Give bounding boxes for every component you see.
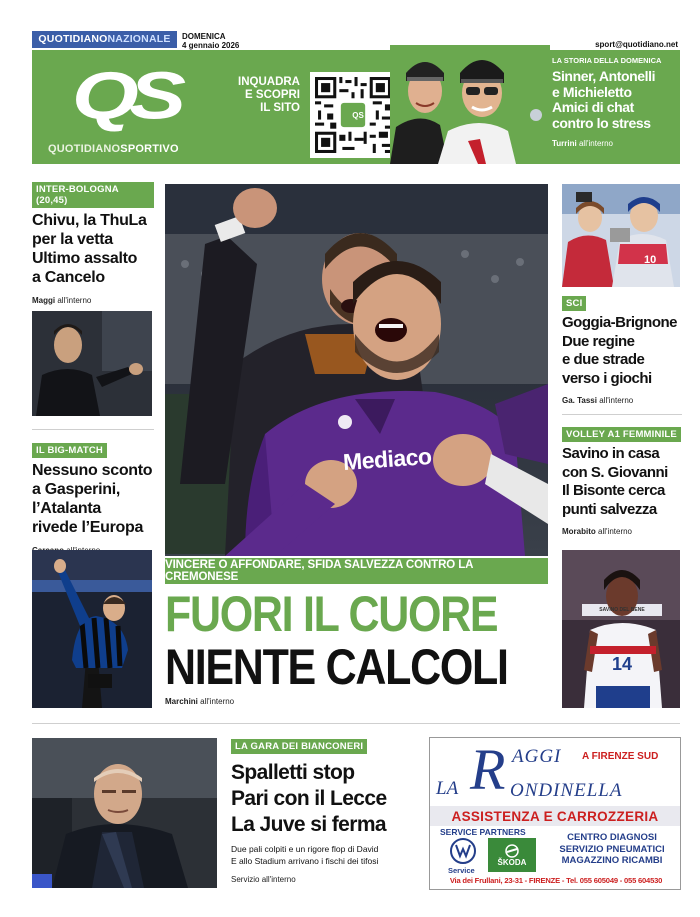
bottom-story — [231, 736, 426, 884]
bottom-tag: LA GARA DEI BIANCONERI — [231, 739, 367, 754]
right-divider — [562, 414, 682, 415]
right-a-byline — [562, 396, 682, 405]
brand-strip-a: QUOTIDIANO — [38, 33, 108, 45]
bottom-subhead — [231, 843, 426, 867]
left-a-byline — [32, 296, 154, 305]
ad-logo-r: R — [470, 737, 506, 802]
contact-email[interactable]: sport@quotidiano.net — [595, 40, 678, 49]
bottom-divider — [32, 723, 680, 724]
jersey-sponsor: Mediaco — [342, 442, 433, 476]
story-headline-line: Amici di chat — [552, 99, 634, 115]
main-inside: all'interno — [200, 697, 235, 706]
ad-service-line: SERVIZIO PNEUMATICI — [559, 843, 665, 855]
story-inside: all'interno — [578, 139, 613, 148]
skoda-logo — [488, 838, 536, 872]
main-kicker — [165, 558, 548, 584]
volley-photo — [562, 550, 680, 708]
right-b-headline[interactable] — [562, 445, 682, 519]
right-b-inside: all'interno — [598, 527, 633, 536]
skoda-label: ŠKODA — [497, 857, 527, 867]
ad-logo-firenze: A FIRENZE SUD — [582, 751, 659, 762]
qr-center-label: QS — [352, 111, 364, 120]
left-column — [32, 182, 154, 555]
brand-strip — [32, 31, 177, 48]
story-block[interactable] — [552, 56, 680, 148]
ad-services — [548, 832, 676, 867]
ad-logo-la: LA — [436, 778, 459, 799]
main-headline-2[interactable]: NIENTE CALCOLI — [165, 639, 508, 695]
left-a-tag: INTER-BOLOGNA (20,45) — [32, 182, 154, 208]
right-a-block — [562, 293, 682, 536]
story-headline-line: Sinner, Antonelli — [552, 68, 656, 84]
ad-logo-rondinella: ONDINELLA — [510, 780, 623, 801]
issue-full-date: 4 gennaio 2026 — [182, 41, 240, 50]
qr-code[interactable] — [310, 72, 396, 158]
right-a-author: Ga. Tassi — [562, 396, 597, 405]
left-a-author: Maggi — [32, 296, 56, 305]
vw-logo-icon — [450, 838, 476, 864]
bottom-subhead-line: E allo Stadium arrivano i fischi dei tifosi — [231, 856, 379, 866]
main-author: Marchini — [165, 697, 198, 706]
right-b-line: con S. Giovanni — [562, 463, 668, 481]
brand-sportivo — [48, 143, 179, 155]
story-byline — [552, 139, 680, 148]
right-a-tag: SCI — [562, 296, 586, 311]
left-a-headline[interactable] — [32, 211, 154, 287]
main-photo — [165, 184, 548, 556]
brand-strip-b: NAZIONALE — [107, 33, 171, 45]
right-a-headline[interactable] — [562, 314, 682, 388]
story-headline — [552, 69, 680, 131]
ad-service-line: CENTRO DIAGNOSI — [567, 832, 657, 843]
ad-address: Via dei Frullani, 23-31 - FIRENZE - Tel. 055 605049 - 055 604530 — [449, 876, 663, 885]
main-byline — [165, 697, 234, 706]
story-headline-line: e Michieletto — [552, 83, 632, 100]
bottom-headline-line: Spalletti stop — [231, 761, 355, 784]
right-a-line: Goggia-Brignone — [562, 314, 677, 331]
right-b-line: Il Bisonte cerca — [562, 482, 665, 499]
bottom-subhead-line: Due pali colpiti e un rigore flop di David — [231, 844, 379, 854]
ski-bib-number: 10 — [644, 254, 657, 266]
right-a-line: e due strade — [562, 351, 645, 368]
left-b-line: rivede l’Europa — [32, 519, 144, 536]
right-a-line: Due regine — [562, 332, 635, 350]
story-headline-line: contro lo stress — [552, 114, 651, 131]
qr-prompt — [222, 76, 300, 115]
atalanta-photo — [32, 550, 152, 708]
bottom-author: Servizio — [231, 875, 260, 884]
left-b-tag: IL BIG-MATCH — [32, 443, 107, 458]
ad-logo-raggi: AGGI — [512, 746, 562, 767]
volley-shirt-number: 14 — [612, 654, 633, 674]
qr-prompt-line: INQUADRA — [238, 76, 300, 88]
brand-sportivo-a: QUOTIDIANO — [48, 143, 121, 155]
qs-logo — [44, 56, 204, 136]
bottom-headline[interactable] — [231, 760, 426, 838]
spalletti-photo — [32, 738, 217, 888]
volley-banner: SAVINO DEL BENE — [599, 607, 645, 613]
main-headline-1[interactable]: FUORI IL CUORE — [165, 586, 498, 642]
bottom-headline-line: Pari con il Lecce — [231, 787, 387, 810]
ski-photo — [562, 184, 680, 287]
masthead — [32, 50, 680, 164]
story-author: Turrini — [552, 139, 577, 148]
vw-service-label: Service — [448, 866, 475, 875]
left-b-line: l’Atalanta — [32, 500, 102, 517]
right-b-line: Savino in casa — [562, 445, 660, 462]
issue-day: DOMENICA — [182, 32, 226, 41]
bottom-headline-line: La Juve si ferma — [231, 813, 386, 836]
left-b-line: Nessuno sconto — [32, 462, 153, 479]
story-tag: LA STORIA DELLA DOMENICA — [552, 56, 662, 65]
story-photo — [390, 45, 550, 164]
skoda-arrow-icon — [503, 844, 521, 858]
left-b-headline[interactable] — [32, 461, 154, 537]
right-b-line: punti salvezza — [562, 500, 657, 518]
qs-logo-text: QS — [71, 58, 177, 134]
bottom-inside: all'interno — [261, 875, 296, 884]
right-a-inside: all'interno — [599, 396, 634, 405]
left-divider — [32, 429, 154, 430]
ad-partners: SERVICE PARTNERS — [440, 827, 526, 837]
qr-prompt-line: IL SITO — [260, 102, 300, 114]
right-b-tag: VOLLEY A1 FEMMINILE — [562, 427, 681, 442]
right-a-line: verso i giochi — [562, 369, 652, 387]
left-a-line: Ultimo assalto — [32, 250, 138, 267]
ad-band — [430, 806, 680, 826]
main-kicker-text: VINCERE O AFFONDARE, SFIDA SALVEZZA CONTRO LA CREMONESE — [165, 559, 473, 583]
brand-sportivo-b: SPORTIVO — [120, 143, 179, 155]
left-a-line: per la vetta — [32, 231, 113, 248]
left-a-line: a Cancelo — [32, 269, 105, 286]
left-a-line: Chivu, la ThuLa — [32, 212, 147, 229]
qr-prompt-line: E SCOPRI — [245, 89, 300, 101]
bottom-byline — [231, 875, 426, 884]
ad-service-line: MAGAZZINO RICAMBI — [561, 855, 663, 866]
issue-date — [182, 32, 239, 50]
chivu-photo — [32, 311, 152, 416]
ad-band-text: ASSISTENZA E CARROZZERIA — [451, 808, 659, 824]
right-b-author: Morabito — [562, 527, 596, 536]
right-b-byline — [562, 527, 682, 536]
left-a-inside: all'interno — [57, 296, 92, 305]
left-b-line: a Gasperini, — [32, 481, 120, 498]
ad-raggi-rondinella[interactable] — [429, 737, 681, 890]
